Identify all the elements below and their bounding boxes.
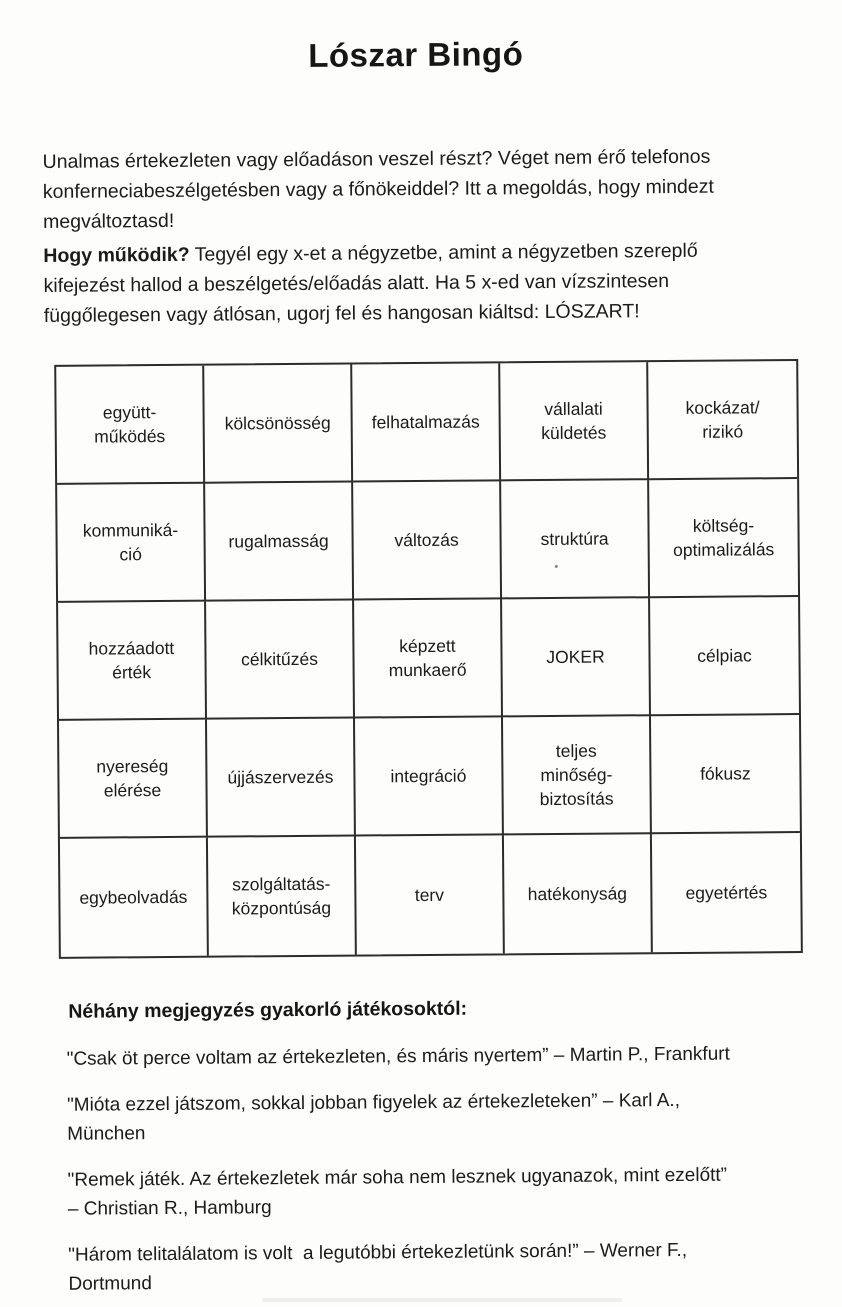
- bingo-cell-r4c5: fókusz: [651, 715, 800, 834]
- bingo-cell-r3c1: hozzáadott érték: [58, 602, 207, 721]
- bingo-cell-r5c2: szolgáltatás- központúság: [208, 837, 357, 956]
- bingo-cell-r1c2: kölcsönösség: [204, 365, 353, 484]
- scan-artifact-smudge: [262, 1298, 622, 1302]
- bingo-cell-r1c5: kockázat/ rizikó: [648, 361, 797, 480]
- bingo-cell-r4c1: nyereség elérése: [59, 720, 208, 839]
- bingo-cell-r1c4: vállalati küldetés: [500, 362, 649, 481]
- testimonials-list: [67, 1039, 829, 1307]
- bingo-cell-r2c3: változás: [353, 481, 502, 600]
- how-it-works-text: Tegyél egy x-et a négyzetbe, amint a négyzetben szereplő kifejezést hallod a beszélgetés/előadás alatt. Ha 5 x-ed van vízszintesen függőlegesen vagy átlósan, ugorj fel és hangosan kiáltsd: LÓSZART!: [43, 239, 698, 327]
- bingo-cell-r5c3: terv: [356, 835, 505, 954]
- testimonial-quote-2: "Mióta ezzel játszom, sokkal jobban figyelek az értekezleteken” – Karl A., München: [66, 1089, 681, 1145]
- bingo-grid: [54, 359, 803, 959]
- bingo-cell-r5c1: egybeolvadás: [60, 838, 209, 957]
- scan-artifact-dot: [555, 565, 558, 568]
- bingo-cell-r5c5: egyetértés: [685, 882, 768, 903]
- bingo-cell-r3c2: célkitűzés: [206, 601, 355, 720]
- bingo-cell-r2c5: költség- optimalizálás: [649, 479, 798, 598]
- testimonial-quote-1: "Csak öt perce voltam az értekezleten, és máris nyertem” – Martin P., Frankfurt: [66, 1043, 730, 1070]
- bingo-cell-r3c5: célpiac: [650, 597, 799, 716]
- bingo-cell-joker: JOKER: [502, 598, 651, 717]
- bingo-cell-r4c4: teljes minőség- biztosítás: [503, 716, 652, 835]
- bingo-cell-r1c1: együtt- működés: [56, 366, 205, 485]
- bingo-cell-r2c4: struktúra: [501, 480, 650, 599]
- how-it-works-label: Hogy működik?: [43, 243, 190, 267]
- page-title: Lószar Bingó: [308, 35, 524, 74]
- testimonial-quote-4: "Három telitalálatom is volt a legutóbbi értekezletünk során!” – Werner F., Dortmund: [68, 1239, 688, 1295]
- bingo-cell-r2c2: rugalmasság: [205, 483, 354, 602]
- testimonials-heading: Néhány megjegyzés gyakorló játékosoktól:: [68, 997, 468, 1023]
- bingo-cell-r3c3: képzett munkaerő: [354, 599, 503, 718]
- bingo-cell-r4c3: integráció: [355, 717, 504, 836]
- bingo-cell-r4c2: újjászervezés: [207, 719, 356, 838]
- intro-paragraph: Unalmas értekezleten vagy előadáson veszel részt? Véget nem érő telefonos konferneciabeszélgetésben vagy a főnökeiddel? Itt a megoldás, hogy mindezt megváltoztasd!: [42, 145, 714, 233]
- how-it-works-paragraph: [43, 235, 796, 331]
- testimonial-quote-3: "Remek játék. Az értekezletek már soha nem lesznek ugyanazok, mint ezelőtt” – Christian R., Hamburg: [67, 1164, 728, 1220]
- bingo-cell-r2c1: kommuniká- ció: [57, 484, 206, 603]
- bingo-cell-r5c4: hatékonyság: [504, 834, 653, 953]
- bingo-cell-r1c3: felhatalmazás: [352, 363, 501, 482]
